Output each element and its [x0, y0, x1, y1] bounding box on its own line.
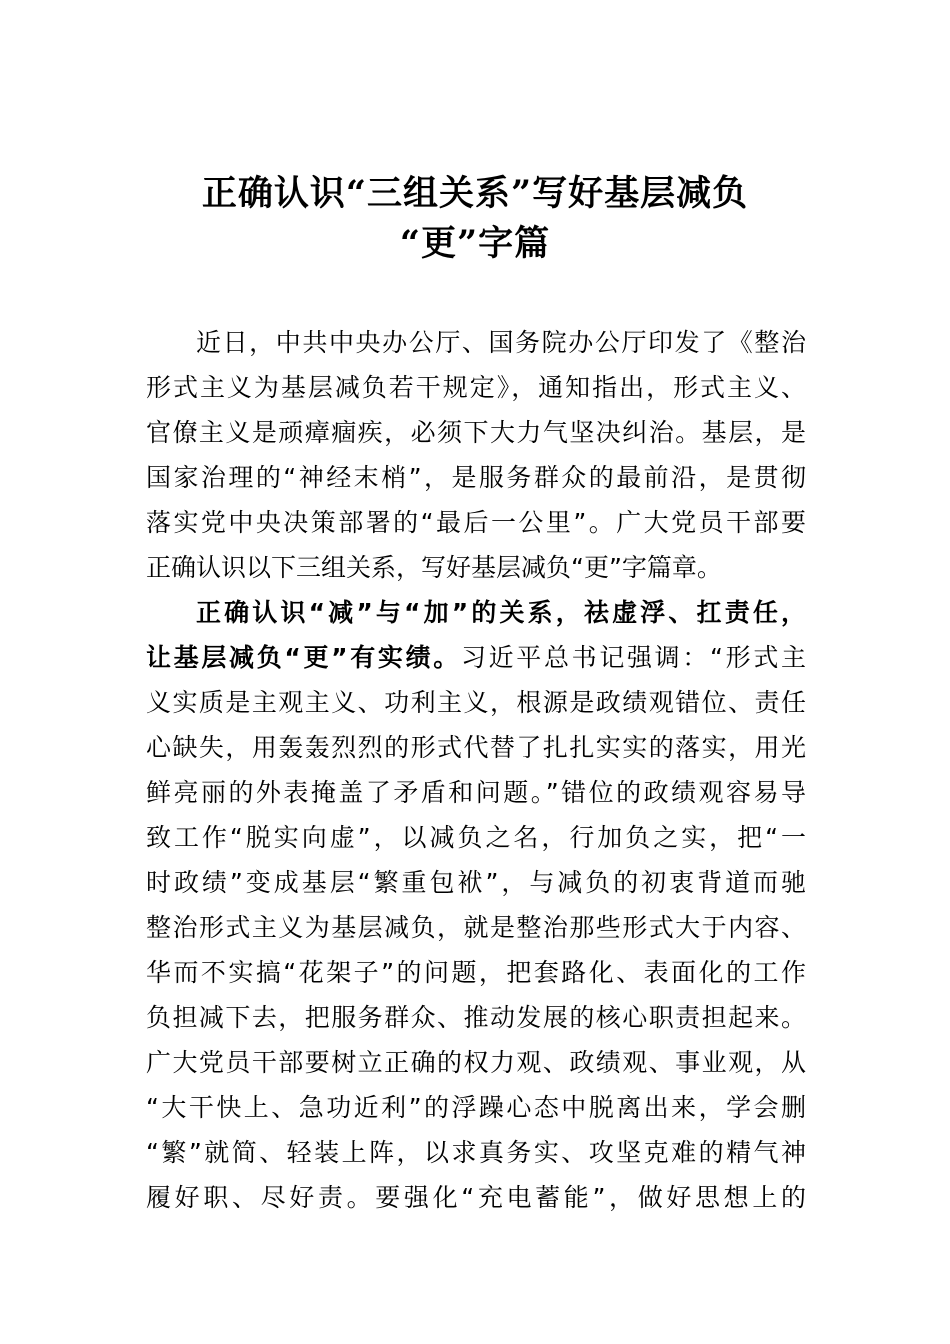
- document-body: [146, 320, 806, 1220]
- text-line: [146, 500, 806, 545]
- body-text: 时政绩”变成基层“繁重包袱”，与减负的初衷背道而驰: [146, 868, 806, 897]
- body-text: 近日，中共中央办公厅、国务院办公厅印发了《整治: [196, 328, 806, 357]
- body-text: 履好职、尽好责。要强化“充电蓄能”，做好思想上的: [146, 1183, 806, 1212]
- body-text: 习近平总书记强调：“形式主: [460, 643, 806, 672]
- text-line: [146, 320, 806, 365]
- body-text: 华而不实搞“花架子”的问题，把套路化、表面化的工作: [146, 958, 806, 987]
- body-text: 国家治理的“神经末梢”，是服务群众的最前沿，是贯彻: [146, 463, 806, 492]
- text-line: [146, 635, 806, 680]
- text-line: [146, 365, 806, 410]
- body-text: 整治形式主义为基层减负，就是整治那些形式大于内容、: [146, 913, 806, 942]
- body-text: 心缺失，用轰轰烈烈的形式代替了扎扎实实的落实，用光: [146, 733, 806, 762]
- body-text: 义实质是主观主义、功利主义，根源是政绩观错位、责任: [146, 688, 806, 717]
- text-line: [146, 950, 806, 995]
- body-text: 致工作“脱实向虚”，以减负之名，行加负之实，把“一: [146, 823, 806, 852]
- text-line: [146, 1085, 806, 1130]
- text-line: [146, 815, 806, 860]
- body-text: 官僚主义是顽瘴痼疾，必须下大力气坚决纠治。基层，是: [146, 418, 806, 447]
- text-line: [146, 860, 806, 905]
- body-text: 正确认识以下三组关系，写好基层减负“更”字篇章。: [146, 553, 722, 582]
- body-text: “大干快上、急功近利”的浮躁心态中脱离出来，学会删: [146, 1093, 806, 1122]
- text-line: [146, 545, 806, 590]
- text-line: [146, 590, 806, 635]
- text-line: [146, 455, 806, 500]
- body-text: 落实党中央决策部署的“最后一公里”。广大党员干部要: [146, 508, 806, 537]
- body-text: “繁”就简、轻装上阵，以求真务实、攻坚克难的精气神: [146, 1138, 806, 1167]
- text-line: [146, 770, 806, 815]
- document-title-line-2: “更”字篇: [399, 223, 551, 264]
- text-line: [146, 1175, 806, 1220]
- body-text: 鲜亮丽的外表掩盖了矛盾和问题。”错位的政绩观容易导: [146, 778, 806, 807]
- body-text: 形式主义为基层减负若干规定》，通知指出，形式主义、: [146, 373, 806, 402]
- text-line: [146, 1040, 806, 1085]
- body-text: 广大党员干部要树立正确的权力观、政绩观、事业观，从: [146, 1048, 806, 1077]
- text-line: [146, 680, 806, 725]
- text-line: [146, 410, 806, 455]
- bold-heading-text: 正确认识“减”与“加”的关系，祛虚浮、扛责任，: [196, 598, 806, 627]
- text-line: [146, 995, 806, 1040]
- text-line: [146, 1130, 806, 1175]
- text-line: [146, 725, 806, 770]
- document-title-line-1: 正确认识“三组关系”写好基层减负: [201, 173, 749, 214]
- body-text: 负担减下去，把服务群众、推动发展的核心职责担起来。: [146, 1003, 806, 1032]
- bold-heading-text: 让基层减负“更”有实绩。: [146, 643, 461, 672]
- text-line: [146, 905, 806, 950]
